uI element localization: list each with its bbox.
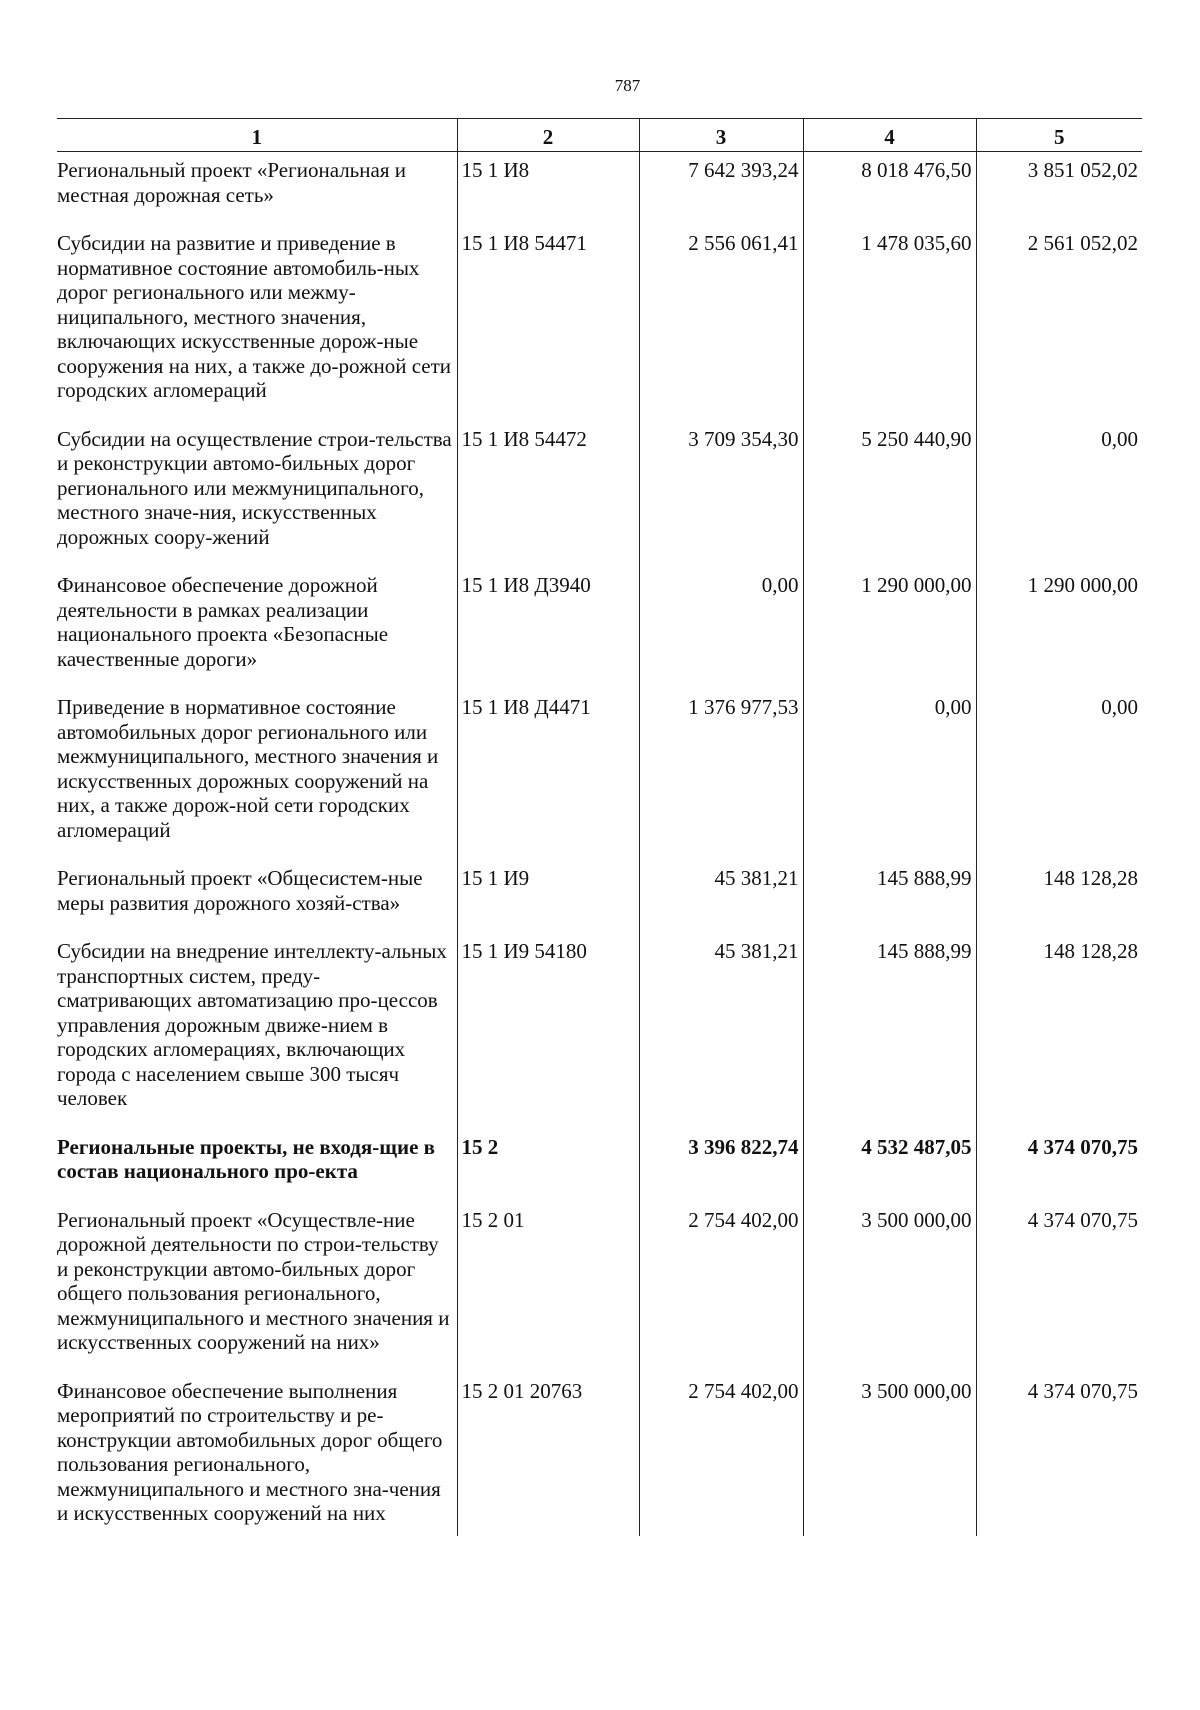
table-row bbox=[57, 933, 1142, 1129]
column-header-3: 3 bbox=[639, 119, 803, 152]
header-row bbox=[57, 119, 1142, 152]
table-row bbox=[57, 1129, 1142, 1202]
row-code-cell: 15 2 bbox=[457, 1129, 639, 1202]
row-code-cell: 15 1 И8 54471 bbox=[457, 225, 639, 421]
row-value-col4-cell: 3 500 000,00 bbox=[803, 1373, 976, 1536]
table-row bbox=[57, 860, 1142, 933]
row-value-col4-cell: 145 888,99 bbox=[803, 933, 976, 1129]
column-header-5: 5 bbox=[976, 119, 1142, 152]
page-number: 787 bbox=[614, 76, 641, 95]
row-code-cell: 15 1 И8 Д3940 bbox=[457, 567, 639, 689]
row-name-cell: Региональные проекты, не входя-щие в состав национального про-екта bbox=[57, 1134, 435, 1183]
budget-table bbox=[57, 118, 1142, 1536]
row-value-col4-cell: 145 888,99 bbox=[803, 860, 976, 933]
table-row bbox=[57, 689, 1142, 860]
table-row bbox=[57, 421, 1142, 568]
row-code-cell: 15 1 И8 54472 bbox=[457, 421, 639, 568]
row-value-col3-cell: 45 381,21 bbox=[639, 860, 803, 933]
row-name-cell: Финансовое обеспечение дорожной деятельности в рамках реализации национального проекта «Безопасные качественные дороги» bbox=[57, 573, 389, 671]
row-value-col5-cell: 148 128,28 bbox=[976, 933, 1142, 1129]
row-code-cell: 15 1 И8 Д4471 bbox=[457, 689, 639, 860]
row-code-cell: 15 1 И9 bbox=[457, 860, 639, 933]
column-header-1: 1 bbox=[57, 119, 457, 152]
row-code-cell: 15 1 И9 54180 bbox=[457, 933, 639, 1129]
row-name-cell: Региональный проект «Региональная и местная дорожная сеть» bbox=[57, 158, 406, 207]
row-name-cell: Приведение в нормативное состояние автомобильных дорог регионального или межмуниципального, местного значения и искусственных дорожных сооружений на них, а также дорож-ной сети городских агломераций bbox=[57, 695, 439, 842]
row-name-cell: Финансовое обеспечение выполнения мероприятий по строительству и ре-конструкции автомобильных дорог общего пользования регионального, межмуниципального и местного зна-чения и искусственных сооружений на них bbox=[57, 1378, 443, 1525]
row-name-cell: Региональный проект «Общесистем-ные меры развития дорожного хозяй-ства» bbox=[57, 866, 423, 915]
row-code-cell: 15 2 01 20763 bbox=[457, 1373, 639, 1536]
row-value-col3-cell: 3 709 354,30 bbox=[639, 421, 803, 568]
column-header-4: 4 bbox=[803, 119, 976, 152]
row-name-cell: Субсидии на осуществление строи-тельства и реконструкции автомо-бильных дорог регионального или межмуниципального, местного значе-ния, искусственных дорожных соору-жений bbox=[57, 426, 452, 549]
row-value-col4-cell: 1 290 000,00 bbox=[803, 567, 976, 689]
row-value-col5-cell: 3 851 052,02 bbox=[976, 152, 1142, 226]
row-value-col4-cell: 1 478 035,60 bbox=[803, 225, 976, 421]
row-value-col3-cell: 1 376 977,53 bbox=[639, 689, 803, 860]
row-value-col5-cell: 148 128,28 bbox=[976, 860, 1142, 933]
row-name-cell: Субсидии на внедрение интеллекту-альных транспортных систем, преду-сматривающих автоматизацию про-цессов управления дорожным движе-нием в городских агломерациях, включающих города с населением свыше 300 тысяч человек bbox=[57, 939, 447, 1110]
row-name-cell: Региональный проект «Осуществле-ние дорожной деятельности по строи-тельству и реконструкции автомо-бильных дорог общего пользования регионального, межмуниципального и местного значения и искусственных сооружений на них» bbox=[57, 1207, 450, 1354]
table-row bbox=[57, 225, 1142, 421]
row-code-cell: 15 2 01 bbox=[457, 1202, 639, 1373]
row-value-col3-cell: 7 642 393,24 bbox=[639, 152, 803, 226]
row-value-col4-cell: 5 250 440,90 bbox=[803, 421, 976, 568]
row-value-col5-cell: 1 290 000,00 bbox=[976, 567, 1142, 689]
row-value-col3-cell: 0,00 bbox=[639, 567, 803, 689]
row-value-col4-cell: 3 500 000,00 bbox=[803, 1202, 976, 1373]
row-value-col5-cell: 0,00 bbox=[976, 689, 1142, 860]
row-value-col3-cell: 2 556 061,41 bbox=[639, 225, 803, 421]
row-value-col4-cell: 0,00 bbox=[803, 689, 976, 860]
row-value-col3-cell: 2 754 402,00 bbox=[639, 1373, 803, 1536]
row-value-col5-cell: 4 374 070,75 bbox=[976, 1373, 1142, 1536]
row-value-col5-cell: 0,00 bbox=[976, 421, 1142, 568]
row-value-col3-cell: 3 396 822,74 bbox=[639, 1129, 803, 1202]
row-value-col4-cell: 8 018 476,50 bbox=[803, 152, 976, 226]
row-value-col4-cell: 4 532 487,05 bbox=[803, 1129, 976, 1202]
row-value-col5-cell: 2 561 052,02 bbox=[976, 225, 1142, 421]
row-value-col3-cell: 2 754 402,00 bbox=[639, 1202, 803, 1373]
table-row bbox=[57, 1373, 1142, 1536]
row-code-cell: 15 1 И8 bbox=[457, 152, 639, 226]
table-row bbox=[57, 567, 1142, 689]
row-name-cell: Субсидии на развитие и приведение в нормативное состояние автомобиль-ных дорог регионального или межму-ниципального, местного значения, включающих искусственные дорож-ные сооружения на них, а также до-рожной сети городских агломераций bbox=[57, 231, 452, 402]
column-header-2: 2 bbox=[457, 119, 639, 152]
row-value-col5-cell: 4 374 070,75 bbox=[976, 1202, 1142, 1373]
table-row bbox=[57, 1202, 1142, 1373]
table-row bbox=[57, 152, 1142, 226]
row-value-col3-cell: 45 381,21 bbox=[639, 933, 803, 1129]
table-body bbox=[57, 152, 1142, 1536]
row-value-col5-cell: 4 374 070,75 bbox=[976, 1129, 1142, 1202]
